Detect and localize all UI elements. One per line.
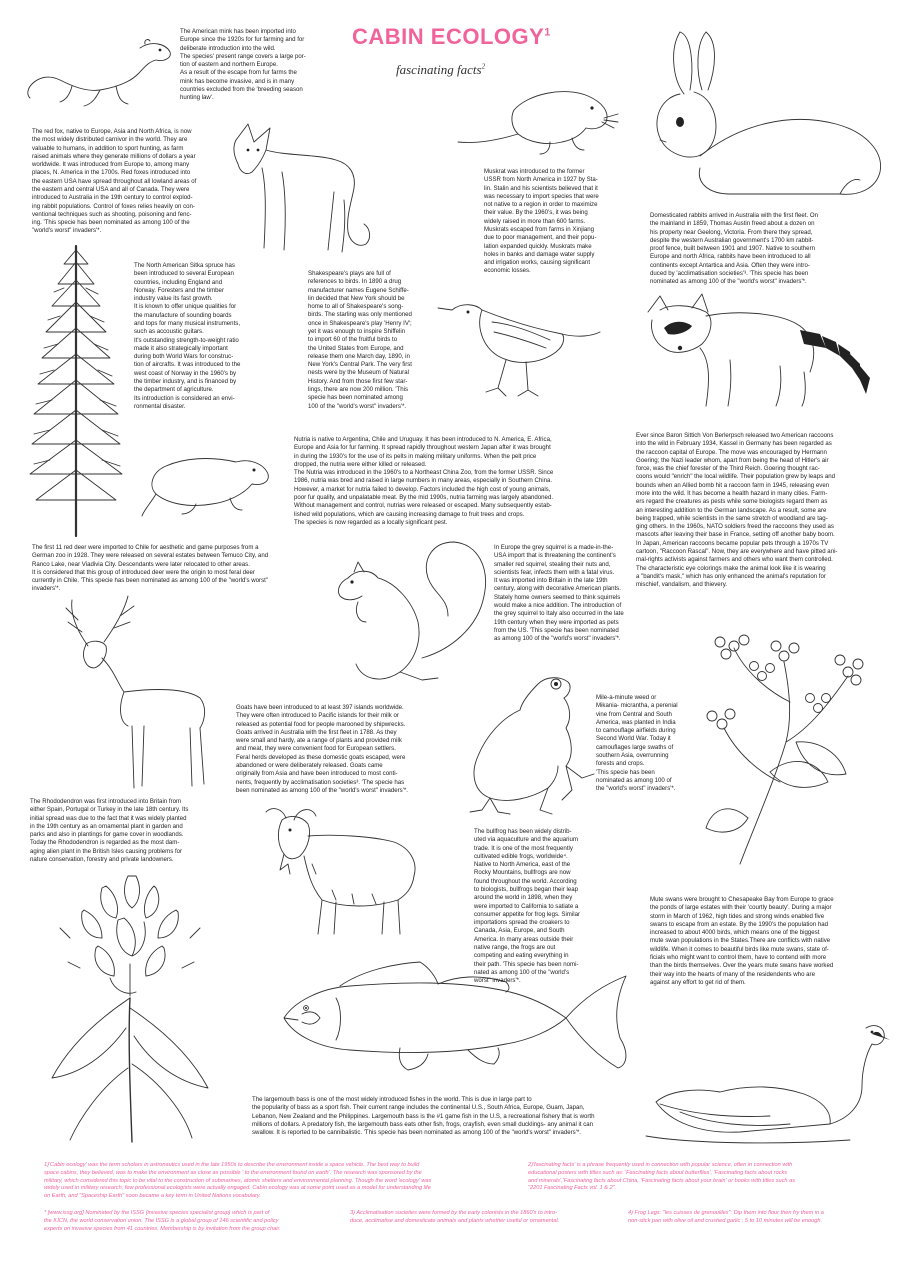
red-fox-text: The red fox, native to Europe, Asia and North Africa, is now the most widely distributed carnivor in the world. They are valuable to humans, in addition to sport hunting, as farm raised animals where they generate millions of dollars a year worldwide. It was introduced from Europe to, among many places, N. America in the 1700s. Red foxes introduced into the eastern USA have spread throughout all lowland areas of the eastern and central USA and all of Canada. They were introduced to Australia in the 19th century to control explod- ing rabbit populations. Control of foxes relies heavily on con- ventional techniques such as shooting, poisoning and fenc- ing. 'This specie has been nominated as among 100 of the "world's worst" invaders'*. xyxy=(32,128,197,235)
footnote-3: 3) Acclimatisation societies were formed by the early colonists in the 1860's to intro- duce, acclimatise and domesticate animals and plants whether useful or ornamental. xyxy=(350,1210,560,1224)
mikania-text: Mile-a-minute weed or Mikania- micrantha, a perenial vine from Central and South America, was planted in India to camouflage airfields during Second World War. Today it camouflages large swaths of southern Asia, overrunning forests and crops. 'This specie has been nominated as among 100 of the "world's worst" invaders'*. xyxy=(596,694,678,793)
red-deer-text: The first 11 red deer were imported to Chile for aesthetic and game purposes from a German zoo in 1928. They were released on several estates between Temuco City, and Ranco Lake, near Viadivia City. Descendants were later relocated to other areas. It is considered that this group of introduced deer were the origin to most feral deer currently in Chile. 'This specie has been nominated as among 100 of the "world's worst" invaders'*. xyxy=(32,544,269,593)
raccoon-text: Ever since Baron Sittich Von Berlerpsch released two American raccoons into the wild in February 1934, Kassel in Germany has been regarded as the raccoon capital of Europe. The move was encouraged by Hermann Goering; the Nazi leader whom, apart from being the head of Hitler's air force, was the chief forester of the Third Reich. Goering thought rac- coons would "enrich" the local wildlife. Their population grew by leaps and bounds when an Allied bomb hit a raccoon farm in 1945, releasing even more into the wild. It has become a health hazard in many cities. Farm- ers regard the creatures as pests while some biologists regard them as an interesting addition to the German landscape. As a result, some are being trapped, while scientists in the same stretch of woodland are tag- ging others. In the 1960s, NATO soldiers freed the raccoons they used as mascots after leaving their base in France, setting off another baby boom. In Japan, American raccoons became popular pets through a 1970s TV cartoon, "Raccoon Rascal". Now, they are everywhere and have pitted ani- mal-rights activists against farmers and others who want them controlled. The characteristic eye colorings make the animal look like it is wearing a "bandit's mask," which has only enhanced the animal's reputation for mischief, vandalism, and thievery. xyxy=(636,432,838,589)
mink-text: The American mink has been imported into Europe since the 1920s for fur farming and for deliberate introduction into the wild. The species' present range covers a large por- tion of eastern and northern Europe. As a result of the escape from fur farms the mink has become invasive, and is in many countries excluded from the 'breeding season hunting law'. xyxy=(180,28,306,102)
fox-illustration xyxy=(226,120,376,258)
title-footnote-marker: 1 xyxy=(544,26,551,39)
bullfrog-illustration xyxy=(462,670,612,818)
red-deer-illustration xyxy=(58,592,218,792)
muskrat-illustration xyxy=(454,80,624,166)
rhododendron-illustration xyxy=(40,868,220,1148)
footnote-2: 2)'fascinating facts' is a phrase frequently used in connection with popular science, often in connection with educational posters with titles such as: 'Fascinating facts about butterflies', 'Fascinating facts about rocks and minerals','Fascinating facts about China, 'Fascinating facts about your brain' or books with titles such as "2201 Fascinating Facts vol. 1 & 2". xyxy=(528,1162,796,1192)
poster-subtitle-text: fascinating facts xyxy=(396,62,482,77)
nutria-text: Nutria is native to Argentina, Chile and Uruguay. It has been introduced to N. America, E. Africa, Europe and Asia for fur farming. It spread rapidly throughout western Japan after it was brought in during the 1930's for the use of its pelts in making military uniforms. When the pelt price dropped, the nutria were either killed or released. The Nutria was introduced in the 1960's to a Northeast China Zoo, from the former USSR. Since 1986, nutria was bred and raised in large numbers in many areas, especially in Southern China. However, a market for nutria failed to develop. Factors included the high cost of young animals, poor fur quality, and unpalatable meat. By the mid 1990s, nutria farming was largely abandoned. Without management and control, nutrias were released or escaped. Many subsequently estab- lished wild populations, which are causing increasing damage to fruit trees and crops. The species is now regarded as a locally significant pest. xyxy=(294,436,554,526)
footnote-1: 1)'Cabin ecology' was the term scholars in astronautics used in the late 1950s to describe the environment inside a space vehicle. The best way to build space cabins, they believed, was to make the environment as close as possible ' to the environment found on earth'. The research was sponsored by the military, which considered this topic to be vital to the construction of submarines, atomic shelters and environmental planning. Though the word 'ecology' was widely used in military research, few professional ecologists were actually engaged. Cabin ecology was at some point used as a model for understanding life on Earth, and "Spaceship Earth" soon became a key term in United Nations vocabulary. xyxy=(44,1162,432,1200)
poster-title xyxy=(352,24,551,50)
mikania-illustration xyxy=(700,632,880,870)
footnote-star: * [www.issg.org] Nominated by the ISSG (invasive species specialist group) which is part of the IUCN, the world conservation union. The ISSG is a global group of 146 scientific and policy experts on invasive species from 41 countries. Membership is by invitation from the group chair. xyxy=(44,1210,281,1232)
rabbit-text: Domesticated rabbits arrived in Australia with the first fleet. On the mainland in 1859, Thomas Austin freed about a dozen on his property near Geelong, Victoria. From there they spread, despite the western Australian government's 1700 km rabbit- proof fence, built between 1901 and 1907. Native to southern Europe and north Africa, rabbits have been introduced to all continents except Antartica and Asia. Often they were intro- duced by 'acclimatisation societies'³. 'This specie has been nominated as among 100 of the "world's worst" invaders'*. xyxy=(650,212,818,286)
grey-squirrel-illustration xyxy=(318,538,494,692)
grey-squirrel-text: In Europe the grey squirrel is a made-in-the- USA import that is threatening the continent's smaller red squirrel, stealing their nuts and, scientists fear, infects them with a fatal virus. It was imported into Britain in the late 19th century, along with decorative American plants. Stately home owners seemed to think squirrels would make a nice addition. The introduction of the grey squirrel to Italy also occurred in the late 19th century when they were imported as pets from the US. 'This specie has been nominated as among 100 of the "world's worst" invaders'*. xyxy=(494,544,624,643)
raccoon-illustration xyxy=(640,290,890,410)
rabbit-illustration xyxy=(640,28,890,203)
muskrat-text: Muskrat was introduced to the former USSR from North America in 1927 by Sta- lin. Stalin and his scientists believed that it was necessary to import species that were not native to a region in order to maximize their value. By the 1960's, it was being widely raised in more than 600 farms. Muskrats escaped from farms in Xinjiang due to poor management, and their popu- lation expanded quickly. Muskrats make holes in banks and damage water supply and irrigation works, causing significant economic losses. xyxy=(484,168,599,275)
poster-title-text: CABIN ECOLOGY xyxy=(352,24,545,49)
mink-illustration xyxy=(20,18,180,118)
sitka-spruce-text: The North American Sitka spruce has been introduced to several European countries, including England and Norway. Foresters and the timber industry value its fast growth. It is known to offer unique qualities for the manufacture of sounding boards and tops for many musical instruments, such as accoustic guitars. It's outstanding strength-to-weight ratio made it also strategically important during both World Wars for construc- tion of aircrafts. It was introduced to the west coast of Norway in the 1960's by the timber industry, and is financed by the department of agriculture. Its introduction is considered an envi- ronmental disaster. xyxy=(134,262,241,410)
largemouth-bass-text: The largemouth bass is one of the most widely introduced fishes in the world. This is due in large part to the popularity of bass as a sport fish. Their current range includes the continental U.S., South Africa, Europe, Guam, Japan, Lebanon, New Zealand and the Philippines. Largemouth bass is the #1 game fish in the U.S, a recreational fishery that is worth millions of dollars. A predatory fish, the largemouth bass eats other fish, frogs, crayfish, even small ducklings- any animal it can swallow. It is reported to be cannibalistic. 'This specie has been nominated as among 100 of the "world's worst" invaders'*. xyxy=(252,1096,595,1137)
nutria-illustration xyxy=(140,436,278,520)
starling-illustration xyxy=(432,292,604,402)
bullfrog-text: The bullfrog has been widely distrib- uted via aquaculture and the aquarium trade. It is one of the most frequently cultivated edible frogs, worldwide⁴. Native to North America, east of the Rocky Mountains, bullfrogs are now found throughout the world. According to biologists, bullfrogs began their leap around the world in 1898, when they were imported to California to satiate a consumer appetite for frog legs. Similar importations spread the croakers to Canada, Asia, Europe, and South America. In many areas outside their native range, the frogs are out competing and eating everything in their path. 'This specie has been nomi- nated as among 100 of the "world's worst" invaders'*. xyxy=(474,828,581,985)
goat-text: Goats have been introduced to at least 397 islands worldwide. They were often introduced to Pacific islands for their milk or released as potential food for people marooned by shipwrecks. Goats arrived in Australia with the first fleet in 1788. As they were small and hardy, ate a range of plants and provided milk and meat, they were convenient food for European settlers. Feral herds developed as these domestic goats escaped, were abandoned or were deliberately released. Goats came originally from Asia and have been introduced to most conti- nents, frequently by acclimatisation societies³. 'The specie has been nominated as among 100 of the "world's worst" invaders'*. xyxy=(236,704,408,794)
spruce-tree-illustration xyxy=(24,244,134,542)
goat-illustration xyxy=(252,804,424,938)
rhododendron-text: The Rhododendron was first introduced into Britain from either Spain, Portugal or Turkey in the late 18th century. Its initial spread was due to the fact that it was widely planted in the 19th century as an ornamental plant in garden and parks and also in plantings for game cover in woodlands. Today the Rhododendron is regarded as the most dam- aging alien plant in the British Isles causing problems for nature conservation, forestry and private landowners. xyxy=(30,798,189,863)
mute-swan-text: Mute swans were brought to Chesapeake Bay from Europe to grace the ponds of large estates with their 'courtly beauty'. During a major storm in March of 1962, high tides and strong winds enabled five swans to escape from an estate. By the 1990's the population had increased to about 4000 birds, which means one of the biggest mute swan populations in the States.There are conflicts with native wildlife. When it comes to beautiful birds like mute swans, state of- ficials who might want to control them, have to contend with more than the birds themselves. Over the years mute swans have worked their way into the hearts of many of the residendents who are against any effort to get rid of them. xyxy=(650,896,834,986)
poster-subtitle xyxy=(396,62,485,78)
starling-text: Shakespeare's plays are full of references to birds. In 1890 a drug manufacturer names Eugene Schiffe- lin decided that New York should be home to all of Shakespeare's song- birds. The starling was only mentioned once in Shakespeare's play 'Henry IV'; yet it was enough to inspire Shiffelin to import 60 of the fruitful birds to the United States from Europe, and release them one March day, 1890, in New York's Central Park. The very first nests were by the Museum of Natural History. And from those first few star- lings, there are now 200 million. 'This specie has been nominated among 100 of the "world's worst" invaders'*. xyxy=(308,270,413,410)
footnote-4: 4) Frog Legs: "les cuisses de grenouilles": Dip them into flour then fry them in a non-stick pan with olive oil and crushed garlic ; 5 to 10 minutes will be enough. xyxy=(628,1210,824,1224)
mute-swan-illustration xyxy=(640,1014,890,1150)
subtitle-footnote-marker: 2 xyxy=(481,62,486,71)
